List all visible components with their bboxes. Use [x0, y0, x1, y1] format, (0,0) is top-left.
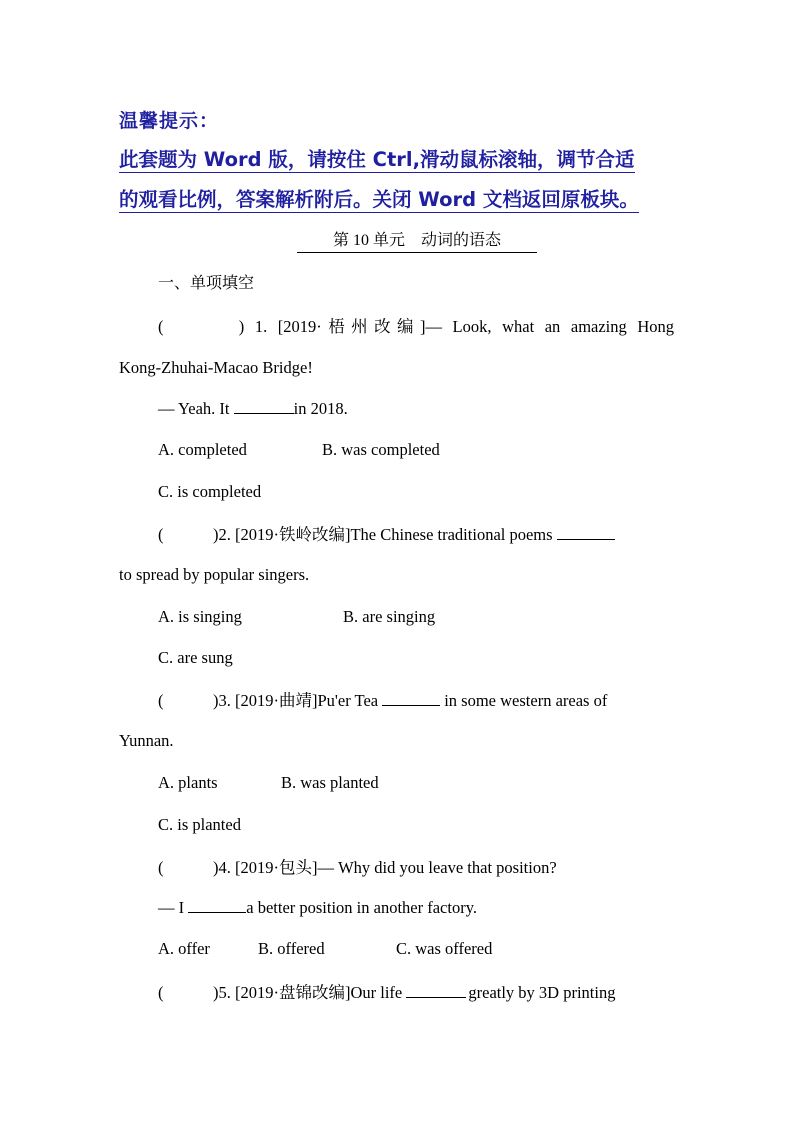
hint-line-2[interactable]: 的观看比例，答案解析附后。关闭 Word 文档返回原板块。 — [119, 188, 639, 211]
question-1-dialog-pre: — Yeah. It — [158, 399, 234, 418]
question-2-option-b[interactable]: B. are singing — [343, 607, 436, 626]
answer-blank — [406, 983, 466, 998]
question-4-dialog-post: a better position in another factory. — [246, 898, 478, 917]
question-1-stem-cont: Kong-Zhuhai-Macao Bridge! — [119, 358, 313, 377]
hint-line-1[interactable]: 此套题为 Word 版，请按住 Ctrl,滑动鼠标滚轴，调节合适 — [119, 148, 635, 171]
question-1-dialog-post: in 2018. — [293, 399, 348, 418]
question-4-option-a[interactable]: A. offer — [158, 939, 210, 958]
question-3-option-a[interactable]: A. plants — [158, 773, 218, 792]
question-1-stem: ( ) 1. [2019·梧州改编]— Look, what an amazing Hong — [158, 317, 674, 336]
question-4-dialog-pre: — I — [158, 898, 189, 917]
question-3-stem-post: in some western areas of — [444, 691, 608, 710]
question-2-stem-cont: to spread by popular singers. — [119, 565, 310, 584]
question-4-option-b[interactable]: B. offered — [258, 939, 325, 958]
answer-blank — [188, 898, 246, 913]
answer-blank — [557, 525, 615, 540]
question-1-option-c[interactable]: C. is completed — [158, 482, 262, 501]
section-title: 一、单项填空 — [158, 273, 255, 292]
question-1-dialog — [158, 398, 348, 420]
question-1-option-b[interactable]: B. was completed — [322, 440, 440, 459]
question-2-stem — [158, 524, 615, 546]
question-2-option-a[interactable]: A. is singing — [158, 607, 242, 626]
unit-title: 第 10 单元 动词的语态 — [297, 230, 537, 253]
question-3-stem-pre: ( )3. [2019·曲靖]Pu'er Tea — [158, 691, 383, 710]
question-3-stem — [158, 690, 607, 712]
question-4-stem: ( )4. [2019·包头]— Why did you leave that position? — [158, 858, 557, 877]
question-3-option-c[interactable]: C. is planted — [158, 815, 241, 834]
question-2-stem-pre: ( )2. [2019·铁岭改编]The Chinese traditional poems — [158, 525, 557, 544]
answer-blank — [234, 399, 294, 414]
question-2-option-c[interactable]: C. are sung — [158, 648, 233, 667]
question-3-stem-cont: Yunnan. — [119, 731, 174, 750]
hint-title: 温馨提示： — [119, 110, 220, 132]
question-4-option-c[interactable]: C. was offered — [396, 939, 493, 958]
question-5-stem-pre: ( )5. [2019·盘锦改编]Our life — [158, 983, 407, 1002]
question-5-stem-post: greatly by 3D printing — [468, 983, 616, 1002]
question-5-stem — [158, 982, 615, 1004]
question-3-option-b[interactable]: B. was planted — [281, 773, 379, 792]
question-1-option-a[interactable]: A. completed — [158, 440, 247, 459]
answer-blank — [382, 691, 440, 706]
question-4-dialog — [158, 897, 477, 919]
